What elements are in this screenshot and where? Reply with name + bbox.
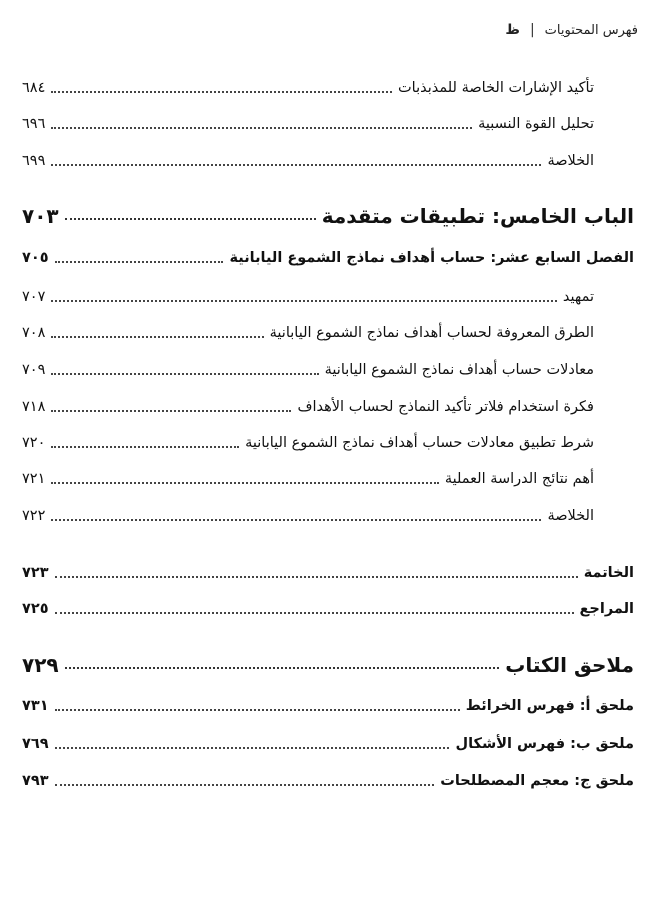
toc-entry-title: ملحق ج: معجم المصطلحات	[440, 773, 634, 789]
toc-entry	[22, 354, 594, 380]
toc-entry	[22, 317, 594, 343]
toc-leader-dots	[65, 218, 316, 220]
toc-leader-dots	[51, 127, 472, 129]
toc-part-heading	[22, 196, 634, 226]
toc-leader-dots	[51, 300, 557, 302]
toc-entry-title: الخاتمة	[583, 565, 634, 581]
toc-chapter-entry	[22, 765, 634, 791]
toc-leader-dots	[55, 612, 574, 614]
toc-entry-page: ٧٢٣	[22, 565, 49, 581]
toc-chapter-entry	[22, 242, 634, 268]
header-page-letter: ظ	[505, 22, 520, 38]
toc-part-heading	[22, 645, 634, 675]
header-separator: |	[529, 22, 535, 38]
toc-leader-dots	[55, 784, 435, 786]
toc-entry-title: فكرة استخدام فلاتر تأكيد النماذج لحساب الأهداف	[297, 399, 594, 415]
toc-entry-page: ٧٣١	[22, 698, 49, 714]
toc-entry-page: ٦٩٦	[22, 116, 46, 132]
toc-entry-title: ملاحق الكتاب	[505, 653, 634, 677]
toc-leader-dots	[51, 373, 318, 375]
toc-leader-dots	[51, 91, 392, 93]
toc-leader-dots	[65, 667, 500, 669]
toc-entry-title: الباب الخامس: تطبيقات متقدمة	[321, 204, 634, 228]
toc-entry-page: ٧٠٥	[22, 250, 49, 266]
toc-entry-page: ٧٢١	[22, 471, 46, 487]
toc-chapter-entry	[22, 557, 634, 583]
toc-entry-title: ملحق أ: فهرس الخرائط	[465, 698, 634, 714]
toc-leader-dots	[51, 446, 239, 448]
toc-entry-page: ٧٢٠	[22, 435, 46, 451]
toc-entry-title: المراجع	[579, 601, 634, 617]
toc-leader-dots	[51, 336, 263, 338]
toc-leader-dots	[51, 519, 541, 521]
toc-leader-dots	[55, 709, 460, 711]
toc-leader-dots	[55, 747, 450, 749]
toc-entry	[22, 281, 594, 307]
toc-entry-page: ٦٩٩	[22, 153, 46, 169]
toc-entry-page: ٧٢٩	[22, 653, 59, 677]
toc-entry-title: الفصل السابع عشر: حساب أهداف نماذج الشموع اليابانية	[229, 250, 634, 266]
toc-leader-dots	[55, 576, 578, 578]
toc-leader-dots	[51, 482, 438, 484]
toc-leader-dots	[51, 164, 541, 166]
toc-chapter-entry	[22, 690, 634, 716]
toc-entry-page: ٧٠٧	[22, 289, 46, 305]
toc-entry-title: الطرق المعروفة لحساب أهداف نماذج الشموع اليابانية	[269, 325, 594, 341]
toc-entry-title: أهم نتائج الدراسة العملية	[444, 471, 594, 487]
toc-entry	[22, 391, 594, 417]
toc-chapter-entry	[22, 728, 634, 754]
toc-entry-page: ٧٩٣	[22, 773, 49, 789]
toc-entry-page: ٧٠٩	[22, 362, 46, 378]
toc-entry	[22, 463, 594, 489]
toc-entry	[22, 72, 594, 98]
toc-entry-page: ٧٠٣	[22, 204, 59, 228]
toc-entry-title: الخلاصة	[547, 153, 594, 169]
toc-entry-page: ٧٦٩	[22, 736, 49, 752]
toc-entry	[22, 108, 594, 134]
toc-entry-title: شرط تطبيق معادلات حساب أهداف نماذج الشموع اليابانية	[245, 435, 594, 451]
toc-entry-page: ٧١٨	[22, 399, 46, 415]
toc-entry-title: الخلاصة	[547, 508, 594, 524]
toc-chapter-entry	[22, 593, 634, 619]
toc-entry	[22, 145, 594, 171]
toc-leader-dots	[55, 261, 224, 263]
toc-entry-page: ٧٢٢	[22, 508, 46, 524]
header-title: فهرس المحتويات	[544, 22, 638, 38]
toc-entry-page: ٧٢٥	[22, 601, 49, 617]
toc-entry-title: تمهيد	[562, 289, 594, 305]
toc-entry-page: ٧٠٨	[22, 325, 46, 341]
toc-entry-title: تحليل القوة النسبية	[478, 116, 594, 132]
toc-leader-dots	[51, 410, 291, 412]
running-header	[22, 18, 638, 42]
toc-entry-title: تأكيد الإشارات الخاصة للمذبذبات	[398, 80, 594, 96]
toc-entry	[22, 500, 594, 526]
toc-entry-title: ملحق ب: فهرس الأشكال	[455, 736, 634, 752]
toc-entry-page: ٦٨٤	[22, 80, 46, 96]
toc-entry-title: معادلات حساب أهداف نماذج الشموع اليابانية	[324, 362, 594, 378]
toc-entry	[22, 427, 594, 453]
